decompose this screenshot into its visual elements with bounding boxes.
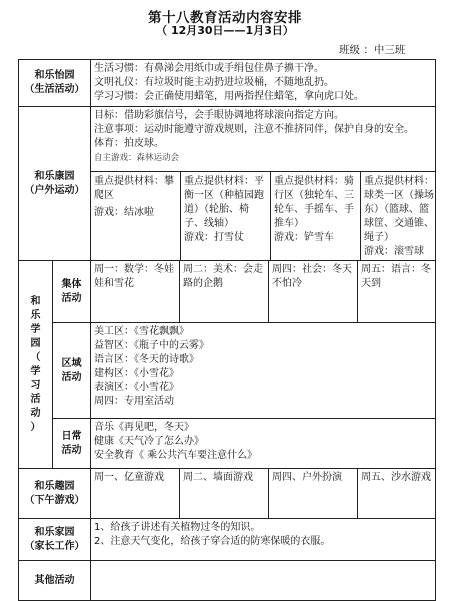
daily-line: 音乐《再见吧，冬天》 bbox=[94, 422, 194, 433]
life-content bbox=[91, 60, 436, 107]
schedule-table bbox=[18, 59, 436, 601]
outdoor-area-4: 重点提供材料：球类一区（操场东）（篮球、篮球筐、交通锥、绳子） 游戏：滚雪球 bbox=[364, 176, 434, 257]
other-activities-content bbox=[91, 561, 436, 601]
outdoor-area-2: 重点提供材料：平衡一区（种植园跑道）（轮胎、椅子、线轴） 游戏：打雪仗 bbox=[181, 172, 271, 260]
area-line: 表演区：《小雪花》 bbox=[94, 382, 179, 393]
outdoor-goal-line: 目标：借助彩旗信号，会手眼协调地将球滚向指定方向。 bbox=[94, 110, 344, 121]
outdoor-area-3: 重点提供材料：骑行区（独轮车、三轮车、手摇车、手推车） 游戏：铲雪车 bbox=[271, 172, 361, 260]
study-habit-line: 学习习惯：会正确使用蜡笔，用两指捏住蜡笔，拿向虎口处。 bbox=[94, 91, 364, 102]
afternoon-day-4: 周四、户外扮演 bbox=[269, 469, 358, 519]
row-other-activities bbox=[19, 561, 436, 601]
sublabel-daily: 日常 活动 bbox=[53, 419, 91, 469]
section-label-other: 其他活动 bbox=[19, 561, 91, 601]
afternoon-day-1: 周一、亿童游戏 bbox=[91, 469, 180, 519]
group-day-5: 周五：语言：冬天到 bbox=[358, 261, 436, 323]
section-label-outdoor: 和乐康园 （户外运动） bbox=[19, 107, 91, 261]
group-day-4: 周四：社会：冬天不怕冷 bbox=[269, 261, 358, 323]
class-label: 班级 ：中三班 bbox=[339, 44, 406, 56]
row-parent-work bbox=[19, 519, 436, 561]
section-label-life: 和乐怡园 （生活活动） bbox=[19, 60, 91, 107]
section-label-afternoon: 和乐趣园 （下午游戏） bbox=[19, 469, 91, 519]
outdoor-content bbox=[91, 107, 436, 261]
group-day-1: 周一：数学：冬娃娃和雪花 bbox=[91, 261, 180, 323]
sublabel-group: 集体 活动 bbox=[53, 261, 91, 323]
afternoon-day-5: 周五、沙水游戏 bbox=[358, 469, 436, 519]
row-daily-activities bbox=[19, 419, 436, 469]
daily-activities-content bbox=[91, 419, 436, 469]
area-line: 语言区：《冬天的诗歌》 bbox=[94, 354, 199, 365]
outdoor-free-game-note: 自主游戏：森林运动会 bbox=[94, 153, 180, 163]
outdoor-pe-line: 体育：拍皮球。 bbox=[94, 138, 164, 149]
parent-line: 2、注意天气变化，给孩子穿合适的防寒保暖的衣服。 bbox=[94, 536, 331, 547]
afternoon-day-2: 周二、墙面游戏 bbox=[180, 469, 269, 519]
section-label-learning: 和 乐 学 园 （ 学 习 活 动 ） bbox=[19, 261, 53, 469]
area-line: 益智区：《瓶子中的云雾》 bbox=[94, 340, 209, 351]
area-line: 建构区：《小雪花》 bbox=[94, 368, 179, 379]
daily-line: 健康《天气冷了怎么办》 bbox=[94, 436, 204, 447]
row-outdoor-activities bbox=[19, 107, 436, 261]
parent-line: 1、给孩子讲述有关植物过冬的知识。 bbox=[94, 522, 261, 533]
daily-line: 安全教育《 乘公共汽车要注意什么》 bbox=[94, 450, 258, 461]
area-line: 美工区：《雪花飘飘》 bbox=[94, 326, 189, 337]
row-area-activities bbox=[19, 323, 436, 419]
outdoor-notice-line: 注意事项：运动时能遵守游戏规则，注意不推挤同伴，保护自身的安全。 bbox=[94, 124, 414, 135]
row-afternoon-games bbox=[19, 469, 436, 519]
parent-work-content bbox=[91, 519, 436, 561]
etiquette-line: 文明礼仪：有垃圾时能主动扔进垃圾桶，不随地乱扔。 bbox=[94, 77, 334, 88]
row-life-activities bbox=[19, 60, 436, 107]
area-activities-content bbox=[91, 323, 436, 419]
date-range: （ 12月30日——1月3日） bbox=[156, 24, 294, 37]
group-day-2: 周二：美术：会走路的企鹅 bbox=[180, 261, 269, 323]
row-group-activities bbox=[19, 261, 436, 323]
area-line: 周四：专用室活动 bbox=[94, 396, 174, 407]
life-habit-line: 生活习惯：有鼻涕会用纸巾或手绢包住鼻子擤干净。 bbox=[94, 63, 324, 74]
section-label-parent: 和乐家园 （家长工作） bbox=[19, 519, 91, 561]
outdoor-area-1: 重点提供材料：攀爬区 游戏：结冰啦 bbox=[91, 172, 181, 260]
page-title: 第十八教育活动内容安排 bbox=[148, 10, 302, 26]
sublabel-area: 区域 活动 bbox=[53, 323, 91, 419]
outdoor-areas-grid bbox=[91, 171, 435, 260]
